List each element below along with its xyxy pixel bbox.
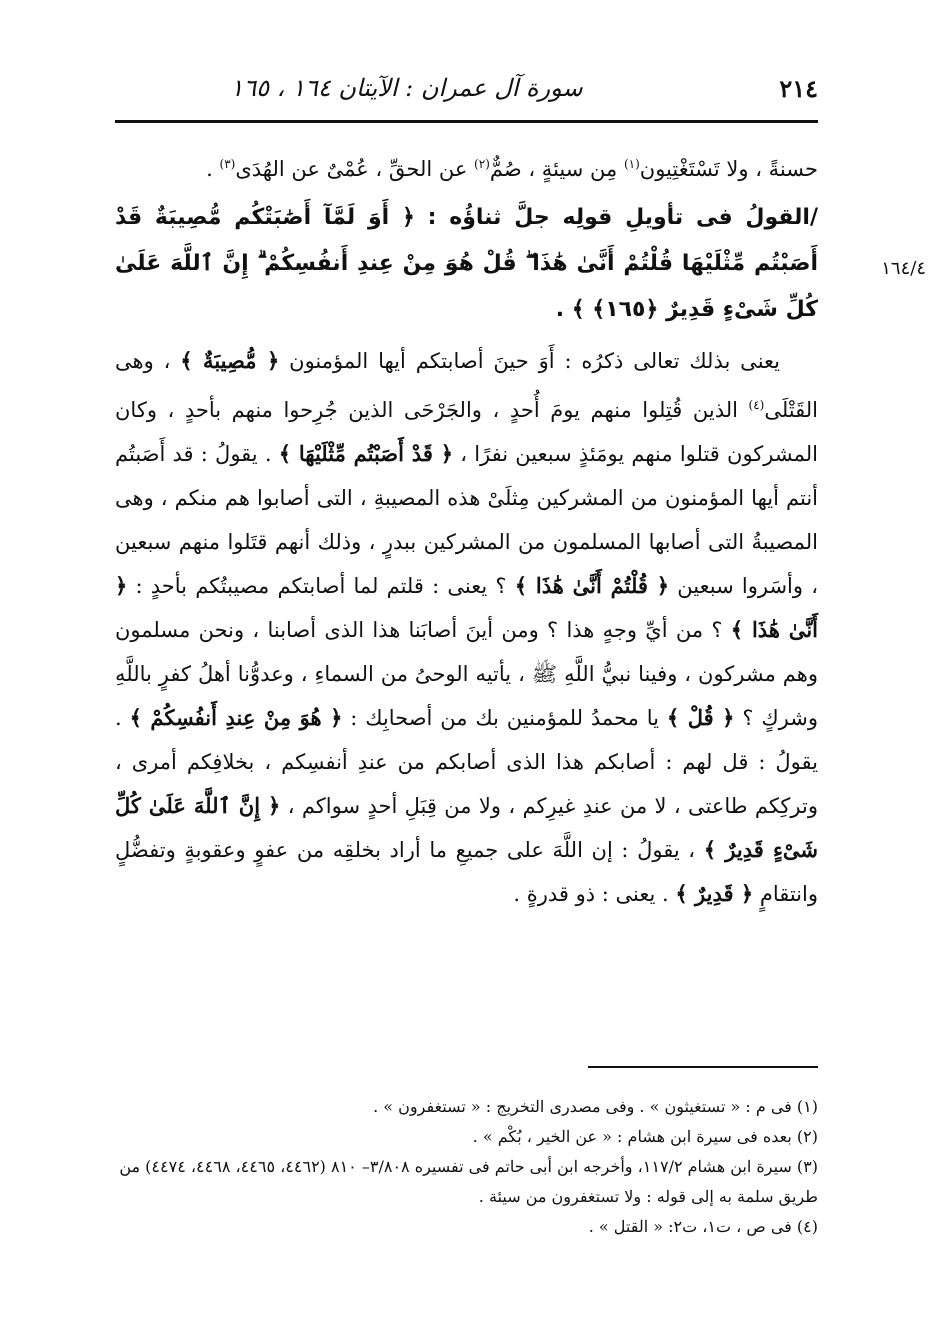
- quran-quote: ﴿ قُلْ ﴾: [666, 705, 735, 730]
- footnote-marker: (٣): [219, 157, 236, 171]
- commentary-text: . يقولُ : قل لهم : أصابكم هذا الذى أصابكم من عندِ أنفسِكم ، بخلافِكم أمرى ، وتركِكم طاعتى ، لا من عندِ غيرِكم ، ولا من قِبَلِ أحدٍ سواكم ،: [115, 706, 819, 818]
- footnote-marker: (١): [623, 157, 640, 171]
- intro-paragraph: [115, 142, 818, 191]
- heading-label: /القولُ فى تأويلِ قولِه جلَّ ثناؤُه :: [427, 205, 818, 230]
- commentary-text: ، يقولُ : إن اللَّهَ على جميعِ ما أراد بخلقِه من عفوٍ وعقوبةٍ وتفضُّلٍ وانتقامٍ: [115, 838, 818, 906]
- commentary-text: الذين قُتِلوا منهم يومَ أُحدٍ ، والجَرْحَى الذين جُرِحوا منهم بأحدٍ ، وكان المشركون قتلوا منهم يومَئذٍ سبعين نفرًا ،: [115, 398, 818, 466]
- intro-text: مِن سيئةٍ ، صُمٌّ: [489, 157, 624, 181]
- quran-quote: ﴿ مُّصِيبَةٌ ﴾: [180, 348, 280, 373]
- quran-quote: ﴿ قُلْتُمْ أَنَّىٰ هَٰذَا ﴾: [514, 573, 670, 598]
- commentary-text: يعنى بذلك تعالى ذكرُه : أَوَ حينَ أصابتكم أيها المؤمنون: [279, 349, 781, 373]
- page-number: ٢١٤: [779, 74, 818, 103]
- header-rule: [115, 120, 818, 123]
- footnote-marker: (٤): [748, 398, 765, 412]
- footnote: (٢) بعده فى سيرة ابن هشام : « عن الخير ، بُكْم » .: [472, 1127, 818, 1146]
- footnotes: [115, 1092, 818, 1242]
- intro-text: عن الحقِّ ، عُمْىٌ عن الهُدَى: [235, 157, 475, 181]
- footnote: (٤) فى ص ، ت١، ت٢: « القتل » .: [588, 1217, 818, 1236]
- running-header: [115, 68, 818, 114]
- section-heading: [115, 195, 818, 333]
- footnote-marker: (٢): [474, 157, 490, 171]
- intro-text: حسنةً ، ولا تَسْتَغْتِيون: [639, 157, 818, 181]
- commentary-text: ؟ من أيِّ وجهٍ هذا ؟ ومن أينَ أصابَنا هذا الذى أصابنا ، ونحن مسلمون وهم مشركون ، وفينا نبيُّ اللَّهِ ﷺ ، يأتيه الوحىُ من السماءِ ، وعدوُّنا أهلُ كفرٍ باللَّهِ وشركٍ ؟: [115, 618, 818, 730]
- commentary-text: يا محمدُ للمؤمنين بك من أصحابِك :: [342, 706, 667, 730]
- quran-verse: ﴿ أَوَ لَمَّآ أَصَٰبَتْكُم مُّصِيبَةٌ قَدْ أَصَبْتُم مِّثْلَيْهَا قُلْتُمْ أَنَّىٰ هَٰذَا ۖ قُلْ هُوَ مِنْ عِندِ أَنفُسِكُمْ ۗ إِنَّ ٱللَّهَ عَلَىٰ كُلِّ شَىْءٍ قَدِيرٌ ﴿١٦٥﴾ ﴾: [115, 205, 818, 322]
- commentary-text: ، وهى القَتْلَى: [115, 349, 818, 422]
- quran-quote: ﴿ قَدِيرٌ ﴾: [675, 881, 754, 906]
- footnote: (١) فى م : « تستغيثون » . وفى مصدرى التخريج : « تستغفرون » .: [373, 1097, 818, 1116]
- commentary-text: ؟ يعنى : قلتم لما أصابتكم مصيبتُكم بأحدٍ :: [127, 574, 515, 598]
- running-title: سورة آل عمران : الآيتان ١٦٤ ، ١٦٥: [230, 74, 583, 102]
- quran-quote: ﴿ هُوَ مِنْ عِندِ أَنفُسِكُمْ ﴾: [129, 705, 343, 730]
- footnote-rule: [588, 1066, 818, 1068]
- main-text: [115, 142, 818, 916]
- intro-text: .: [206, 157, 220, 181]
- commentary-paragraph: [115, 339, 818, 916]
- quran-quote: ﴿ إِنَّ ٱللَّهَ عَلَىٰ كُلِّ شَىْءٍ قَدِيرٌ ﴾: [115, 793, 818, 862]
- commentary-text: . يقولُ : قد أَصَبتُم أنتم أيها المؤمنون من المشركين مِثلَىْ هذه المصيبةِ ، التى أصابوا هم منكم ، وهى المصيبةُ التى أصابها المسلمون من المشركين ببدرٍ ، وذلك أنهم قتَلوا منهم سبعين ، وأسَروا سبعين: [115, 442, 818, 598]
- heading-end: .: [555, 297, 572, 322]
- quran-quote: ﴿ أَنَّىٰ هَٰذَا ﴾: [115, 573, 818, 642]
- footnote: (٣) سيرة ابن هشام ١١٧/٢، وأخرجه ابن أبى حاتم فى تفسيره ٣/٨٠٨– ٨١٠ (٤٤٦٢، ٤٤٦٥، ٤٤٦٨، ٤٤٧٤) من طريق سلمة به إلى قوله : ولا تستغفرون من سيئة .: [119, 1157, 818, 1206]
- margin-reference: ١٦٤/٤: [881, 258, 926, 279]
- quran-quote: ﴿ قَدْ أَصَبْتُم مِّثْلَيْهَا ﴾: [278, 441, 454, 466]
- commentary-text: . يعنى : ذو قدرةٍ .: [513, 882, 676, 906]
